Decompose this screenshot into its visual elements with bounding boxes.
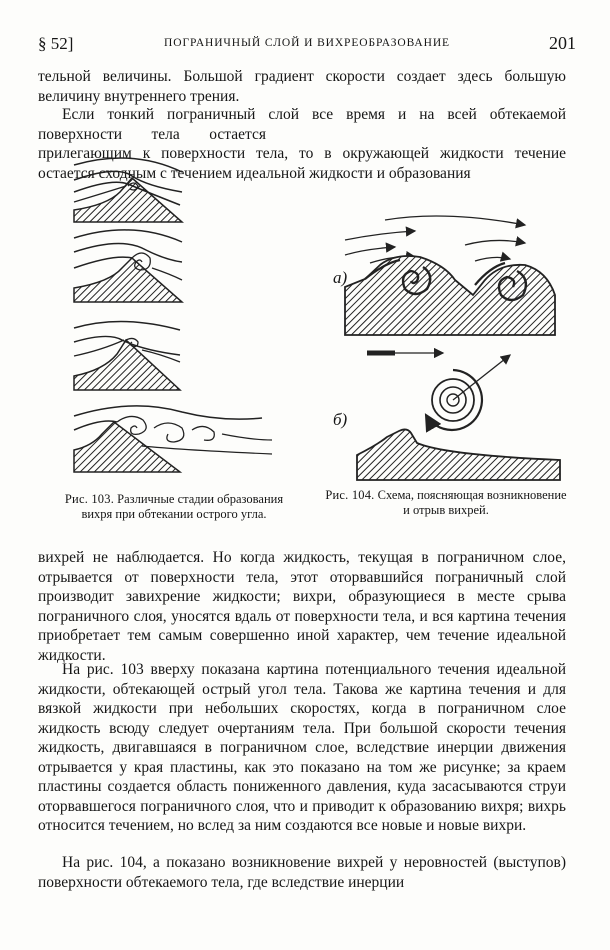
fig103-stage-2 [74,230,182,302]
figure-104-label-a: а) [333,268,348,287]
figure-104-label-b: б) [333,410,348,429]
paragraph-fig-103: На рис. 103 вверху показана картина потенциального течения идеальной жидкости, обтекающей острый угол тела. Такова же картина течения и для вязкой жидкости при небольших скоростях, когда в пограничном слое жидкость всюду следует очертаниям тела. При большой скорости течения жидкость, двигавшаяся в пограничном слое, вследствие инерции движения отрывается у края пластины, как это показано на том же рисунке; за краем пластины создается область пониженного давления, куда засасываются струи оторвавшегося пограничного слоя, что и приводит к образованию вихря; вихрь относится течением, но вслед за ним создаются все новые и новые вихри. [38,661,566,834]
running-title: ПОГРАНИЧНЫЙ СЛОЙ И ВИХРЕОБРАЗОВАНИЕ [164,37,450,49]
fig104-panel-a [345,216,555,335]
paragraph-after-figures: вихрей не наблюдается. Но когда жидкость, текущая в пограничном слое, отрывается от поверхности тела, этот оторвавшийся пограничный слой производит завихрение жидкости; вихри, образующиеся в месте срыва пограничного слоя, уносятся вдаль от поверхности тела, и вся картина течения приобретает тем самым совершенно иной характер, чем течение идеальной жидкости. [38,549,566,664]
figure-104 [325,205,565,485]
paragraph-fig-104: На рис. 104, а показано возникновение вихрей у неровностей (выступов) поверхности обтекаемого тела, где вследствие инерции [38,854,566,891]
fig104-panel-b [357,353,560,480]
figure-104-caption [322,488,570,518]
paragraph-wrap-text: Если тонкий пограничный слой все время и на всей обтекаемой поверхности тела остается прилегающим к поверхности тела, то в окружающей жидкости течение остается сходным с течением идеальной жидкости и образования [38,106,566,182]
fig103-stage-1 [74,158,182,222]
fig103-stage-3 [74,321,180,390]
page-header [38,34,576,54]
figure-103-caption [58,492,290,522]
page-number: 201 [549,33,576,53]
fig103-stage-4 [74,406,272,472]
section-number: § 52] [38,34,74,53]
figure-103-caption-text: Различные стадии образования вихря при обтекании острого угла. [81,492,284,521]
paragraph-continuation: тельной величины. Большой градиент скорости создает здесь большую величину внутреннего трения. [38,68,566,105]
figure-104-caption-text: Схема, поясняющая возникновение и отрыв вихрей. [377,488,567,517]
figure-103 [62,150,282,485]
figure-103-caption-number: Рис. 103. [64,492,115,506]
figure-104-caption-number: Рис. 104. [325,488,375,502]
